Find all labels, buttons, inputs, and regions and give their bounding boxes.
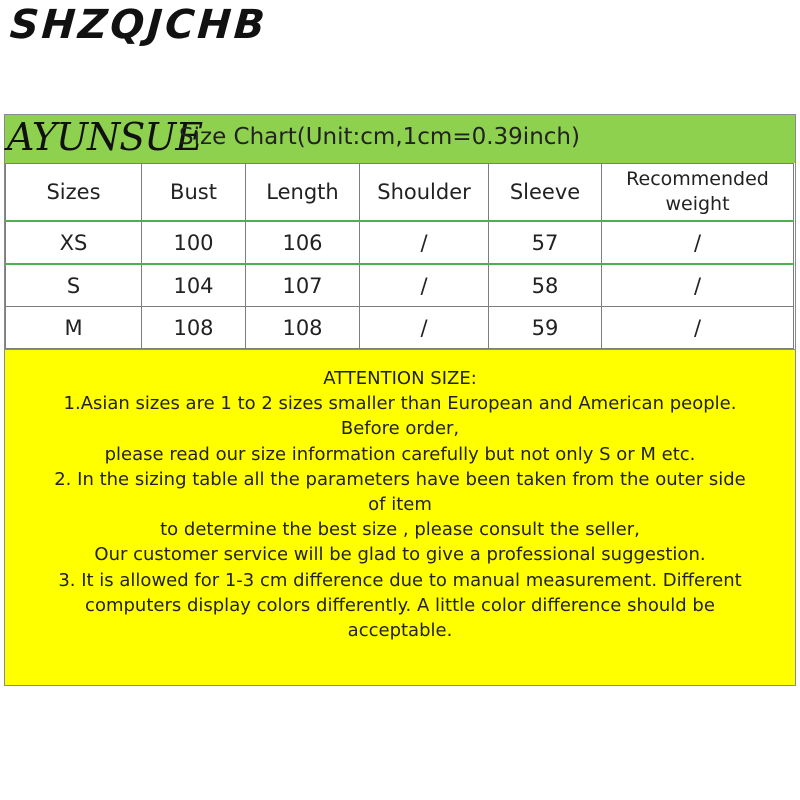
brand-logo: AYUNSUE [7, 115, 203, 159]
cell-sleeve: 58 [489, 264, 602, 307]
cell-shoulder: / [360, 264, 489, 307]
header-shoulder: Shoulder [360, 164, 489, 222]
cell-size: M [6, 307, 142, 349]
cell-weight: / [602, 221, 794, 264]
notice-line: of item [368, 494, 432, 516]
brand-title: SHZQJCHB [8, 2, 270, 48]
cell-shoulder: / [360, 221, 489, 264]
notice-line: Before order, [340, 418, 460, 440]
table-row [6, 307, 794, 349]
notice-line: 2. In the sizing table all the parameters have been taken from the outer side [54, 468, 746, 490]
notice-line: 3. It is allowed for 1-3 cm difference due to manual measurement. Different [58, 569, 742, 591]
cell-bust: 100 [142, 221, 246, 264]
attention-notice [5, 349, 795, 685]
notice-line: to determine the best size , please consult the seller, [160, 519, 640, 541]
size-table [5, 163, 794, 349]
header-sizes: Sizes [6, 164, 142, 222]
cell-weight: / [602, 307, 794, 349]
chart-title: Size Chart(Unit:cm,1cm=0.39inch) [179, 124, 580, 150]
cell-size: XS [6, 221, 142, 264]
header-sleeve: Sleeve [489, 164, 602, 222]
table-row [6, 264, 794, 307]
notice-line: computers display colors differently. A little color difference should be [85, 594, 715, 616]
notice-line: please read our size information carefully but not only S or M etc. [104, 443, 696, 465]
table-header-row [6, 164, 794, 222]
cell-length: 107 [246, 264, 360, 307]
header-length: Length [246, 164, 360, 222]
notice-line: Our customer service will be glad to give a professional suggestion. [94, 544, 706, 566]
header-recommended-weight: Recommended weight [602, 164, 794, 222]
cell-sleeve: 59 [489, 307, 602, 349]
table-row [6, 221, 794, 264]
cell-size: S [6, 264, 142, 307]
cell-bust: 108 [142, 307, 246, 349]
cell-bust: 104 [142, 264, 246, 307]
cell-weight: / [602, 264, 794, 307]
header-bust: Bust [142, 164, 246, 222]
chart-title-bar [5, 115, 795, 163]
cell-length: 106 [246, 221, 360, 264]
cell-sleeve: 57 [489, 221, 602, 264]
notice-heading: ATTENTION SIZE: [323, 368, 477, 389]
notice-line: acceptable. [347, 620, 453, 642]
cell-shoulder: / [360, 307, 489, 349]
size-chart [4, 114, 796, 686]
cell-length: 108 [246, 307, 360, 349]
notice-line: 1.Asian sizes are 1 to 2 sizes smaller than European and American people. [63, 393, 737, 415]
